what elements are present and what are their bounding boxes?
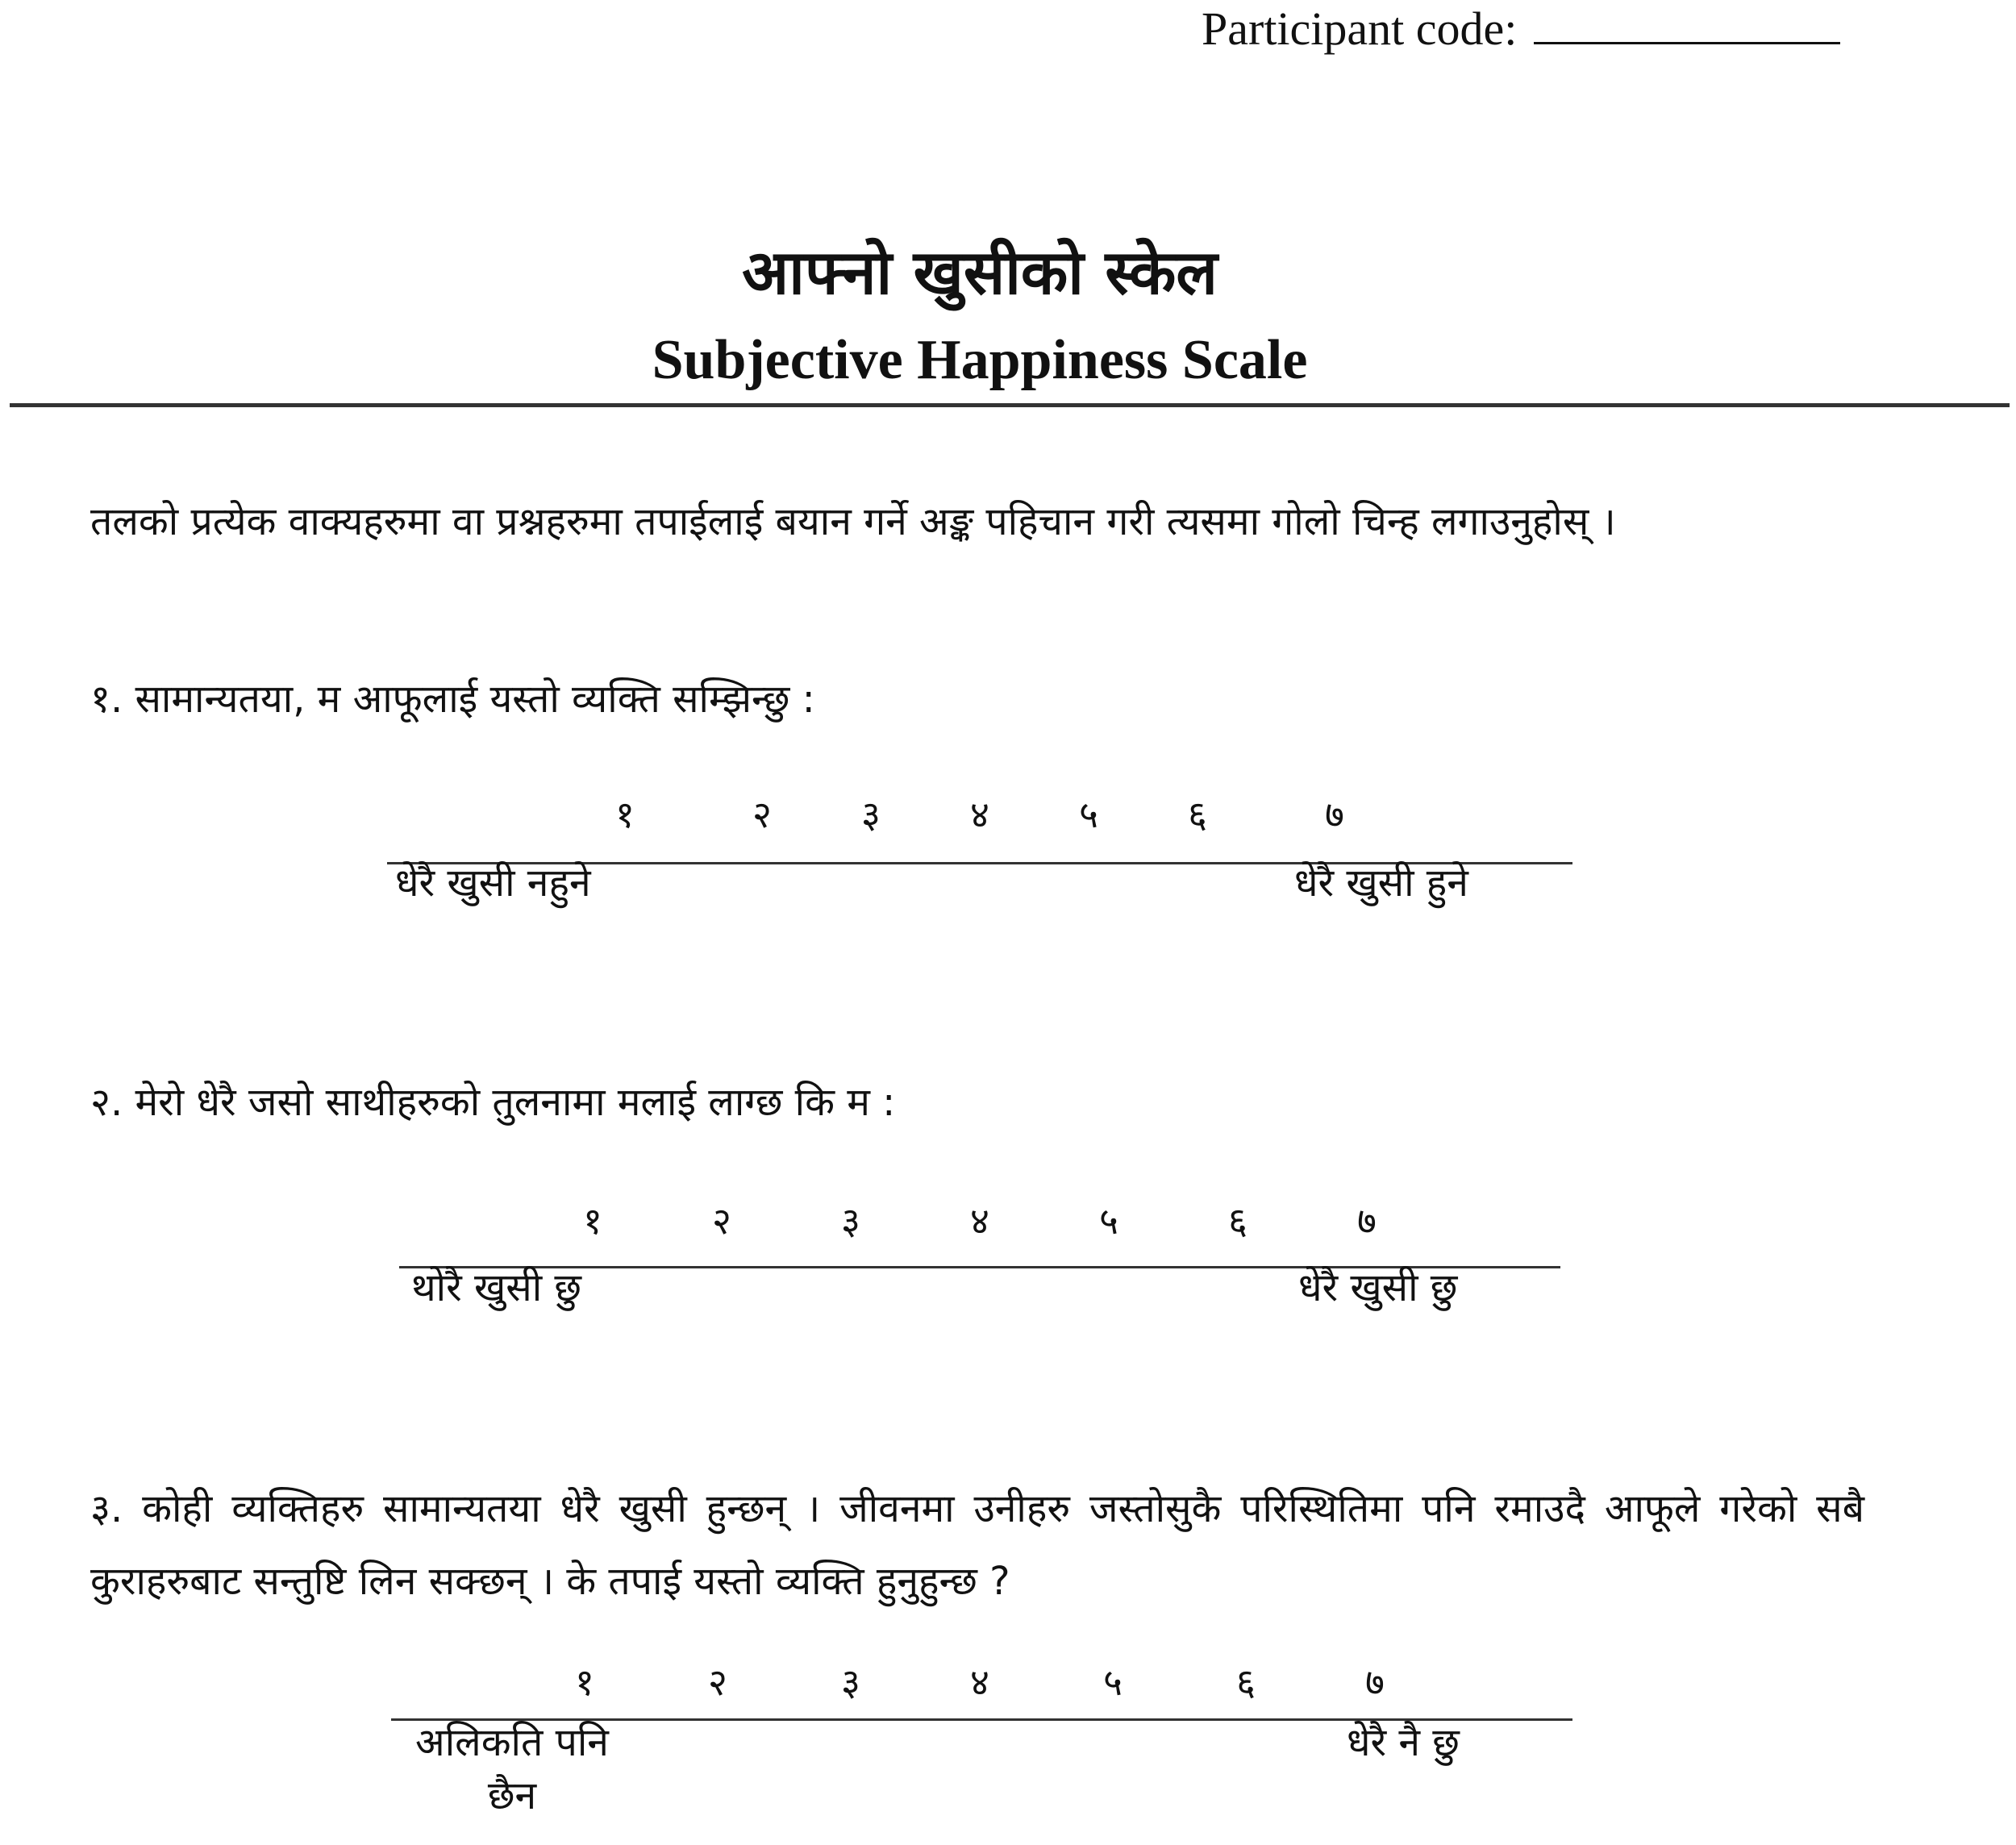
scale-3-option-2[interactable]: २	[708, 1660, 727, 1704]
title-english: Subjective Happiness Scale	[652, 329, 1308, 391]
question-1: १. सामान्यतया, म आफूलाई यस्तो व्यक्ति सम्झिन्छु :	[90, 677, 815, 722]
scale-3-option-5[interactable]: ५	[1103, 1660, 1123, 1704]
scale-3-option-3[interactable]: ३	[841, 1660, 860, 1704]
scale-2-option-7[interactable]: ७	[1357, 1199, 1377, 1243]
question-2: २. मेरो धेरै जसो साथीहरुको तुलनामा मलाई लाग्छ कि म :	[90, 1080, 896, 1125]
scale-2-high-anchor: धेरै खुसी छु	[1298, 1265, 1458, 1310]
scale-3-option-4[interactable]: ४	[970, 1660, 989, 1704]
scale-1-option-4[interactable]: ४	[970, 793, 989, 836]
scale-1-option-3[interactable]: ३	[861, 793, 881, 836]
title-divider	[10, 403, 2010, 407]
scale-2-option-5[interactable]: ५	[1099, 1199, 1118, 1243]
scale-1-option-5[interactable]: ५	[1079, 793, 1098, 836]
scale-1-low-anchor: धेरै खुसी नहुने	[395, 860, 591, 906]
scale-1-high-anchor: धेरै खुसी हुने	[1294, 860, 1468, 906]
participant-code-label: Participant code:	[1202, 2, 1518, 55]
scale-2-option-3[interactable]: ३	[841, 1199, 860, 1243]
scale-2-option-6[interactable]: ६	[1228, 1199, 1248, 1243]
scale-1-option-7[interactable]: ७	[1325, 793, 1344, 836]
scale-3-high-anchor: धेरै नै छु	[1347, 1720, 1460, 1765]
participant-code-field	[1202, 0, 1840, 58]
participant-code-blank[interactable]	[1534, 2, 1840, 44]
scale-3-option-1[interactable]: १	[575, 1660, 594, 1704]
scale-2-option-4[interactable]: ४	[970, 1199, 989, 1243]
scale-3-option-6[interactable]: ६	[1236, 1660, 1256, 1704]
scale-3-option-7[interactable]: ७	[1365, 1660, 1385, 1704]
scale-1-option-1[interactable]: १	[615, 793, 635, 836]
scale-2-option-2[interactable]: २	[712, 1199, 731, 1243]
question-3: ३. कोही व्यक्तिहरु सामान्यतया धेरै खुसी हुन्छन् । जीवनमा उनीहरु जस्तोसुकै परिस्थितिमा पनि रमाउदै आफूले गरेको सबै कुराहरुबाट सन्तुष्टि लिन सक्छन् । के तपाई यस्तो व्यक्ति हुनुहुन्छ ?	[90, 1486, 1864, 1604]
scale-1-option-6[interactable]: ६	[1188, 793, 1207, 836]
scale-2-low-anchor: थोरै खुसी छु	[411, 1265, 582, 1310]
scale-2-option-1[interactable]: १	[583, 1199, 602, 1243]
instructions: तलको प्रत्येक वाक्यहरुमा वा प्रश्नहरुमा तपाईलाई बयान गर्ने अङ्क पहिचान गरी त्यसमा गोलो चिन्ह लगाउनुहोस् ।	[90, 499, 1616, 544]
scale-3-low-anchor: अलिकति पनि छैन	[415, 1720, 609, 1818]
title-nepali: आफ्नो खुसीको स्केल	[742, 236, 1218, 308]
scale-1-option-2[interactable]: २	[752, 793, 772, 836]
